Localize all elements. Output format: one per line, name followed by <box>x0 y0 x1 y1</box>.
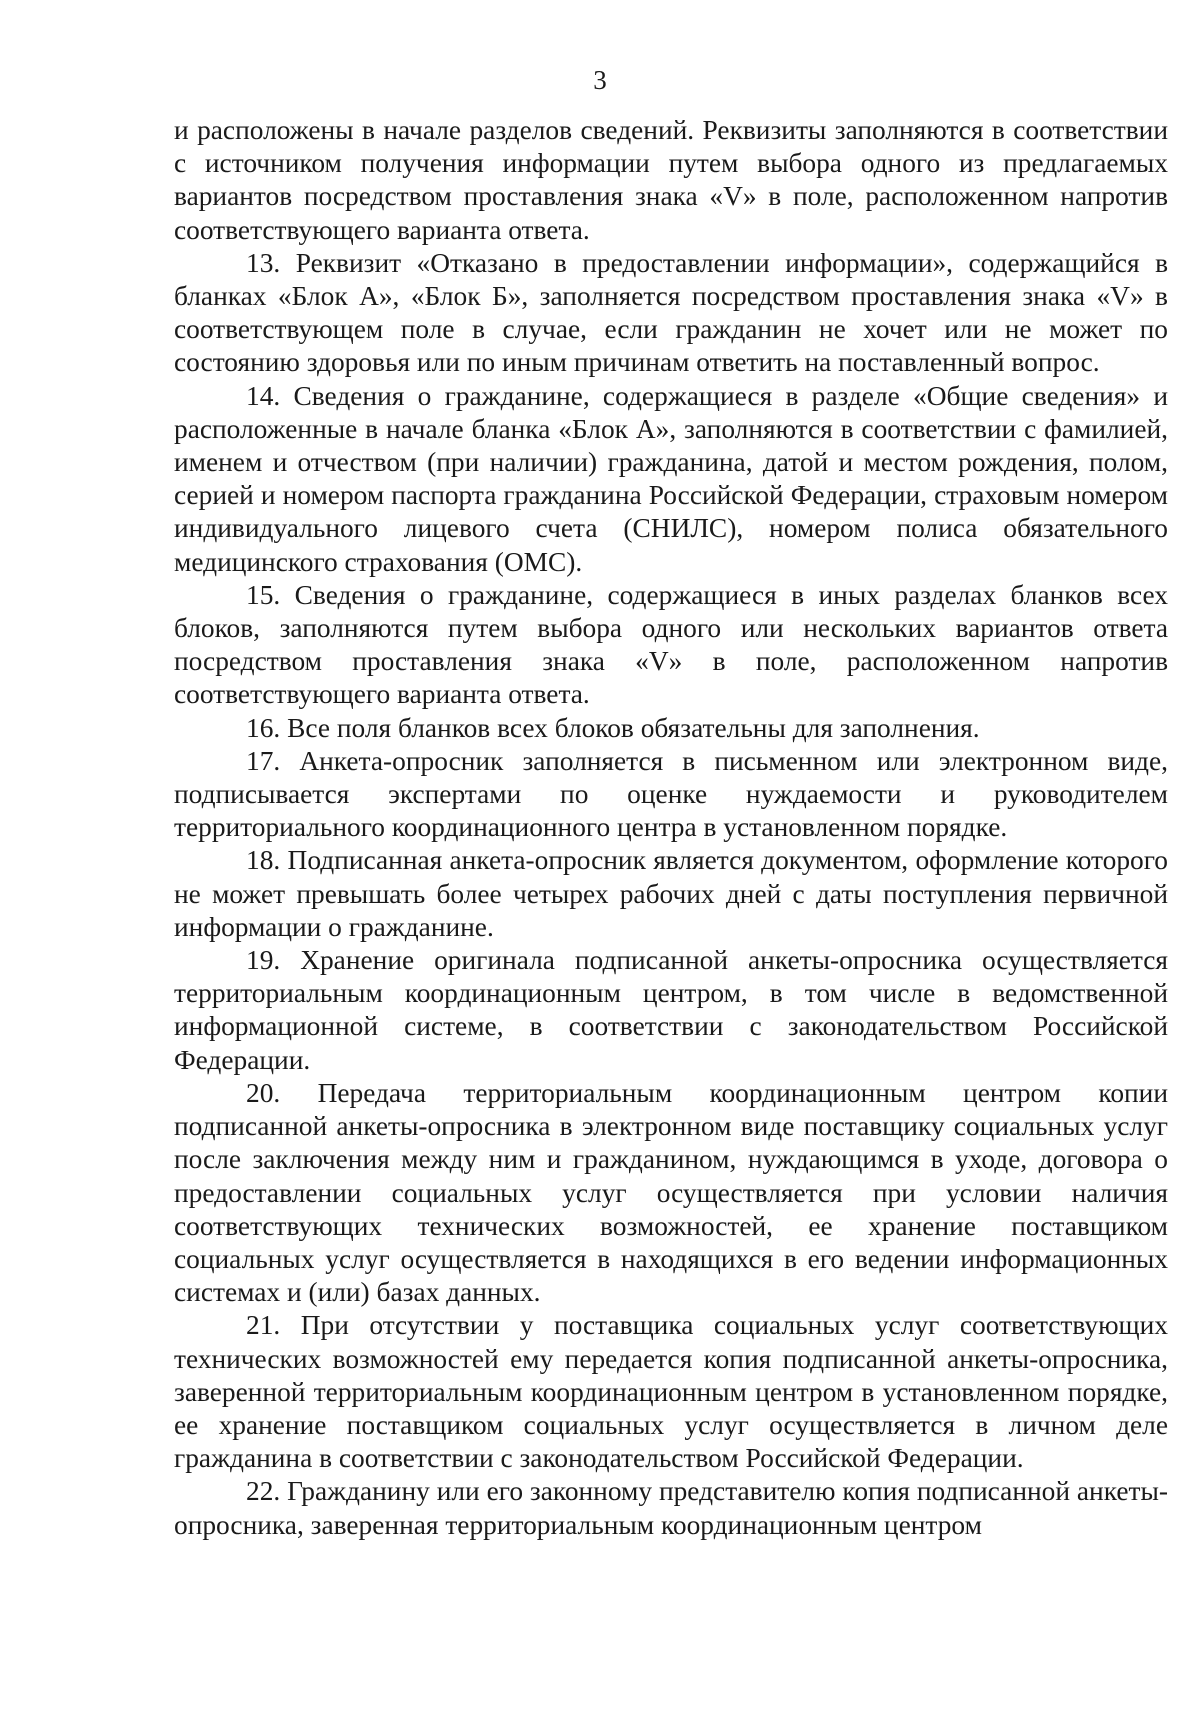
paragraph: и расположены в начале разделов сведений. Реквизиты заполняются в соответствии с источником получения информации путем выбора одного из предлагаемых вариантов посредством проставления знака «V» в поле, расположенном напротив соответствующего варианта ответа. <box>174 115 1168 245</box>
paragraph: 15. Сведения о гражданине, содержащиеся в иных разделах бланков всех блоков, заполняются путем выбора одного или нескольких вариантов ответа посредством проставления знака «V» в поле, расположенном напротив соответствующего варианта ответа. <box>174 579 1168 710</box>
paragraph: 22. Гражданину или его законному представителю копия подписанной анкеты-опросника, заверенная территориальным координационным центром <box>174 1476 1168 1540</box>
paragraph: 20. Передача территориальным координационным центром копии подписанной анкеты-опросника в электронном виде поставщику социальных услуг после заключения между ним и гражданином, нуждающимся в уходе, договора о предоставлении социальных услуг осуществляется при условии наличия соответствующих технических возможностей, ее хранение поставщиком социальных услуг осуществляется в находящихся в его ведении информационных системах и (или) базах данных. <box>174 1077 1168 1308</box>
page-number: 3 <box>593 65 607 95</box>
paragraph: 21. При отсутствии у поставщика социальных услуг соответствующих технических возможностей ему передается копия подписанной анкеты-опросника, заверенной территориальным координационным центром в установленном порядке, ее хранение поставщиком социальных услуг осуществляется в личном деле гражданина в соответствии с законодательством Российской Федерации. <box>174 1310 1168 1474</box>
paragraph: 13. Реквизит «Отказано в предоставлении информации», содержащийся в бланках «Блок А», «Блок Б», заполняется посредством проставления знака «V» в соответствующем поле в случае, если гражданин не хочет или не может по состоянию здоровья или по иным причинам ответить на поставленный вопрос. <box>174 247 1168 378</box>
document-body <box>174 114 1168 1542</box>
paragraph: 16. Все поля бланков всех блоков обязательны для заполнения. <box>246 712 980 743</box>
paragraph: 17. Анкета-опросник заполняется в письменном или электронном виде, подписывается экспертами по оценке нуждаемости и руководителем территориального координационного центра в установленном порядке. <box>174 745 1168 843</box>
paragraph: 18. Подписанная анкета-опросник является документом, оформление которого не может превышать более четырех рабочих дней с даты поступления первичной информации о гражданине. <box>174 845 1168 942</box>
paragraph: 14. Сведения о гражданине, содержащиеся в разделе «Общие сведения» и расположенные в начале бланка «Блок А», заполняются в соответствии с фамилией, именем и отчеством (при наличии) гражданина, датой и местом рождения, полом, серией и номером паспорта гражданина Российской Федерации, страховым номером индивидуального лицевого счета (СНИЛС), номером полиса обязательного медицинского страхования (ОМС). <box>174 380 1168 577</box>
paragraph: 19. Хранение оригинала подписанной анкеты-опросника осуществляется территориальным координационным центром, в том числе в ведомственной информационной системе, в соответствии с законодательством Российской Федерации. <box>174 945 1168 1075</box>
